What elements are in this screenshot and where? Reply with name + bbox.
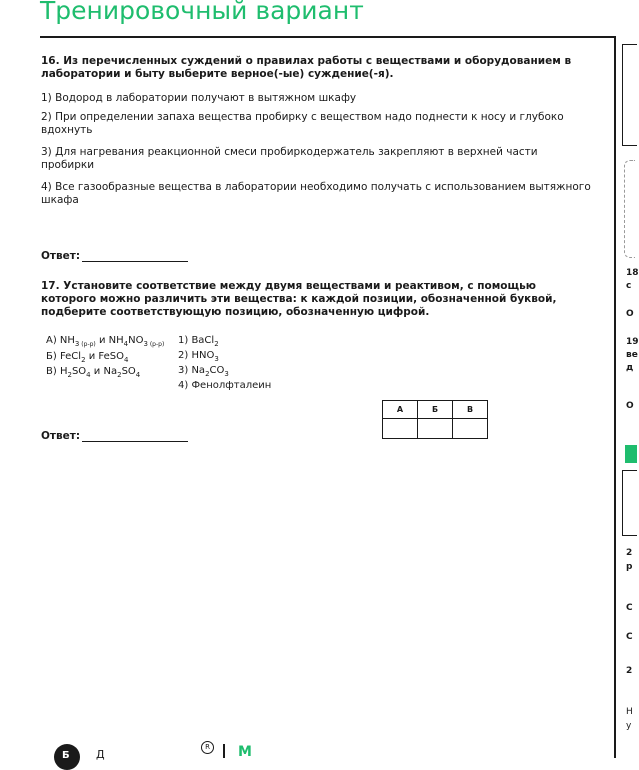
q16-option-2: 2) При определении запаха вещества пробирку с веществом надо поднести к носу и глубоко вдохнуть [41, 111, 564, 136]
clipped-label: с [626, 281, 632, 291]
clipped-green-badge [625, 445, 637, 463]
q17-answer-label: Ответ: [41, 430, 81, 442]
q17-reagent-1: 1) BaCl$_2$ [178, 335, 219, 348]
table-header-c: В [453, 401, 488, 419]
header-divider [40, 36, 614, 38]
clipped-label: С [626, 632, 633, 642]
q17-reagent-4: 4) Фенолфталеин [178, 380, 272, 391]
q16-option-1: 1) Водород в лаборатории получают в вытяжном шкафу [41, 92, 357, 104]
clipped-label: Н [626, 707, 633, 717]
clipped-label: О [626, 401, 634, 411]
footer-logo: Б [54, 744, 80, 770]
clipped-label: С [626, 603, 633, 613]
clipped-label: О [626, 309, 634, 319]
answer-cell-a[interactable] [383, 419, 418, 439]
q17-reagent-3: 3) $Na_2CO_3$ [178, 365, 229, 378]
table-header-a: А [383, 401, 418, 419]
q17-right-column [178, 335, 271, 392]
footer-text: Д [96, 748, 105, 761]
answer-cell-c[interactable] [453, 419, 488, 439]
clipped-label: 18 [626, 268, 639, 278]
q17-answer-line[interactable] [82, 441, 188, 442]
q17-item-c: В) $H_2SO_4$ и $Na_2SO_4$ [46, 366, 141, 379]
clipped-label: у [626, 721, 632, 731]
q17-item-a: А) $NH_3$ $_{(р-р)}$ и $NH_4NO_3$ $_{(р-р)}$ [46, 335, 165, 348]
clipped-box-top [622, 44, 637, 146]
answer-cell-b[interactable] [418, 419, 453, 439]
clipped-label: 2 [626, 548, 633, 558]
q17-prompt: 17. Установите соответствие между двумя веществами и реактивом, с помощью которого можно различить эти вещества: к каждой позиции, обозначенной буквой, подберите соответствующую позицию, обозначенную цифрой. [41, 280, 557, 318]
clipped-label: д [626, 363, 634, 373]
q17-answer-table [382, 400, 488, 439]
clipped-box-mid [622, 470, 637, 536]
clipped-label: 19 [626, 337, 639, 347]
q16-answer-label: Ответ: [41, 250, 81, 262]
registered-icon: R [201, 741, 214, 754]
clipped-dashed-box [624, 160, 635, 258]
q17-reagent-2: 2) $HNO_3$ [178, 350, 219, 363]
page-title: Тренировочный вариант [40, 0, 364, 25]
column-divider [614, 36, 616, 758]
clipped-label: 2 [626, 666, 633, 676]
footer-brand: М [238, 744, 252, 760]
q17-left-column [46, 335, 164, 381]
footer-separator [223, 744, 225, 758]
q16-answer-line[interactable] [82, 261, 188, 262]
clipped-label: ве [626, 350, 638, 360]
q17-item-b: Б) FeCl$_2$ и FeSO$_4$ [46, 351, 129, 364]
q16-option-4: 4) Все газообразные вещества в лаборатории необходимо получать с использованием вытяжного шкафа [41, 181, 591, 206]
table-header-b: Б [418, 401, 453, 419]
clipped-label: р [626, 562, 633, 572]
q16-option-3: 3) Для нагревания реакционной смеси пробиркодержатель закрепляют в верхней части пробирки [41, 146, 538, 171]
q16-prompt: 16. Из перечисленных суждений о правилах работы с веществами и оборудованием в лаборатории и быту выберите верное(-ые) суждение(-я). [41, 55, 572, 80]
